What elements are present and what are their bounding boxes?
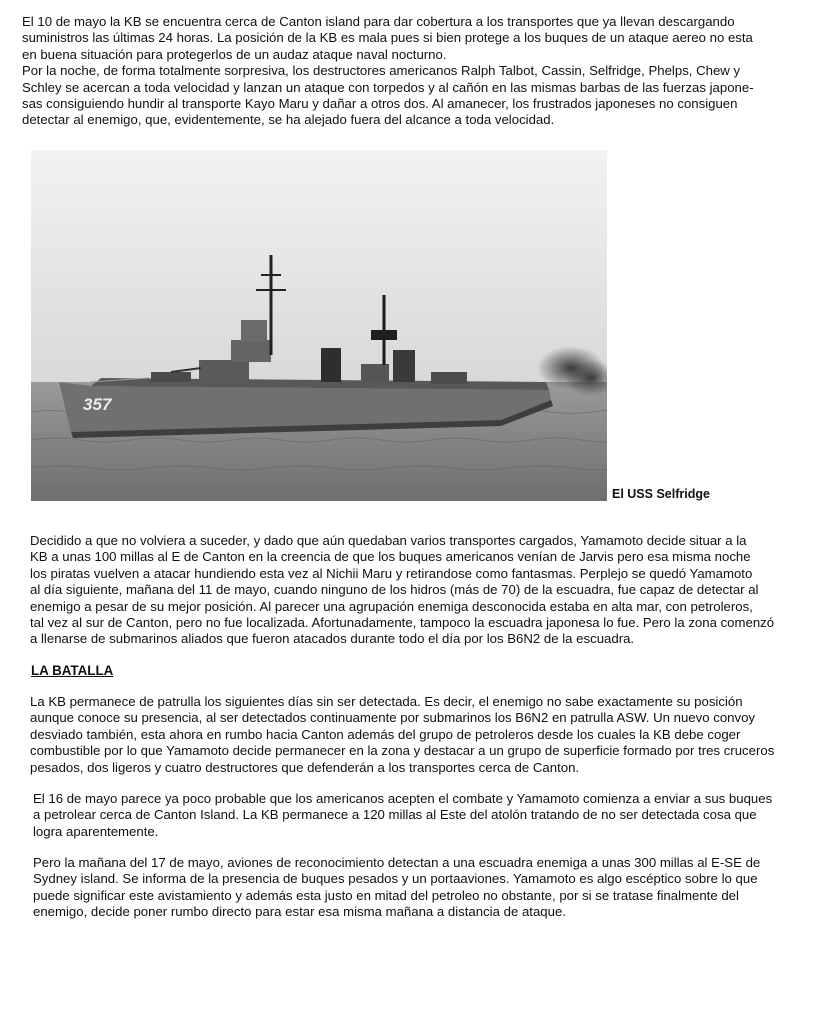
section-heading: LA BATALLA: [31, 663, 114, 678]
battle-paragraph-2: El 16 de mayo parece ya poco probable que los americanos acepten el combate y Yamamoto comienza a enviar a sus buques a petrolear cerca de Canton Island. La KB permanece a 120 millas al Este del atolón tratando de no ser detectada cosa que logra aparentemente.: [33, 791, 773, 839]
intro-paragraph: El 10 de mayo la KB se encuentra cerca de Canton island para dar cobertura a los transportes que ya llevan descargando suministros las últimas 24 horas. La posición de la KB es mala pues si bien protege a los buques de un ataque aereo no esta en buena situación para protegerlos de un audaz ataque naval nocturno. Por la noche, de forma totalmente sorpresiva, los destructores americanos Ralph Talbot, Cassin, Selfridge, Phelps, Chew y Schley se acercan a toda velocidad y lanzan un ataque con torpedos y al cañón en las mismas barbas de las fuerzas japone- sas consiguiendo hundir al transporte Kayo Maru y dañar a otros dos. Al amanecer, los frustrados japoneses no consiguen detectar al enemigo, que, evidentemente, se ha alejado fuera del alcance a toda velocidad.: [22, 14, 754, 128]
ship-photo: [31, 150, 607, 501]
battle-paragraph-3: Pero la mañana del 17 de mayo, aviones de reconocimiento detectan a una escuadra enemiga a unas 300 millas al E-SE de Sydney island. Se informa de la presencia de buques pesados y un portaaviones. Yamamoto es algo escéptico sobre lo que puede significar este avistamiento y además esta justo en mitad del petroleo no obstante, por si se tratase finalmente del enemigo, decide poner rumbo directo para estar esa misma mañana a distancia de ataque.: [33, 855, 761, 920]
hull-number: 357: [83, 395, 112, 414]
photo-caption: El USS Selfridge: [612, 487, 710, 501]
battle-paragraph-1: La KB permanece de patrulla los siguientes días sin ser detectada. Es decir, el enemigo no sabe exactamente su posición aunque conoce su presencia, al ser detectados continuamente por submarinos los B6N2 en patrulla ASW. Un nuevo convoy desviado también, esta ahora en rumbo hacia Canton además del grupo de petroleros desde los cuales la KB debe coger combustible por lo que Yamamoto decide permanecer en la zona y destacar a un grupo de superficie formado por tres cruceros pesados, dos ligeros y cuatro destructores que defenderán a los transportes cerca de Canton.: [30, 694, 775, 775]
photo-sky: [31, 150, 607, 385]
second-paragraph: Decidido a que no volviera a suceder, y dado que aún quedaban varios transportes cargados, Yamamoto decide situar a la KB a unas 100 millas al E de Canton en la creencia de que los buques americanos venían de Jarvis pero esa misma noche los piratas vuelven a atacar hundiendo esta vez al Nichii Maru y retirandose como fantasmas. Perplejo se quedó Yamamoto al día siguiente, mañana del 11 de mayo, cuando ninguno de los hidros (más de 70) de la escuadra, fue capaz de detectar al enemigo a pesar de su mejor posición. Al parecer una agrupación enemiga desconocida estaba en alta mar, con petroleros, tal vez al sur de Canton, pero no fue localizada. Afortunadamente, tampoco la escuadra japonesa lo fue. Pero la zona comenzó a llenarse de submarinos aliados que fueron atacados durante todo el día por los B6N2 de la escuadra.: [30, 533, 775, 647]
